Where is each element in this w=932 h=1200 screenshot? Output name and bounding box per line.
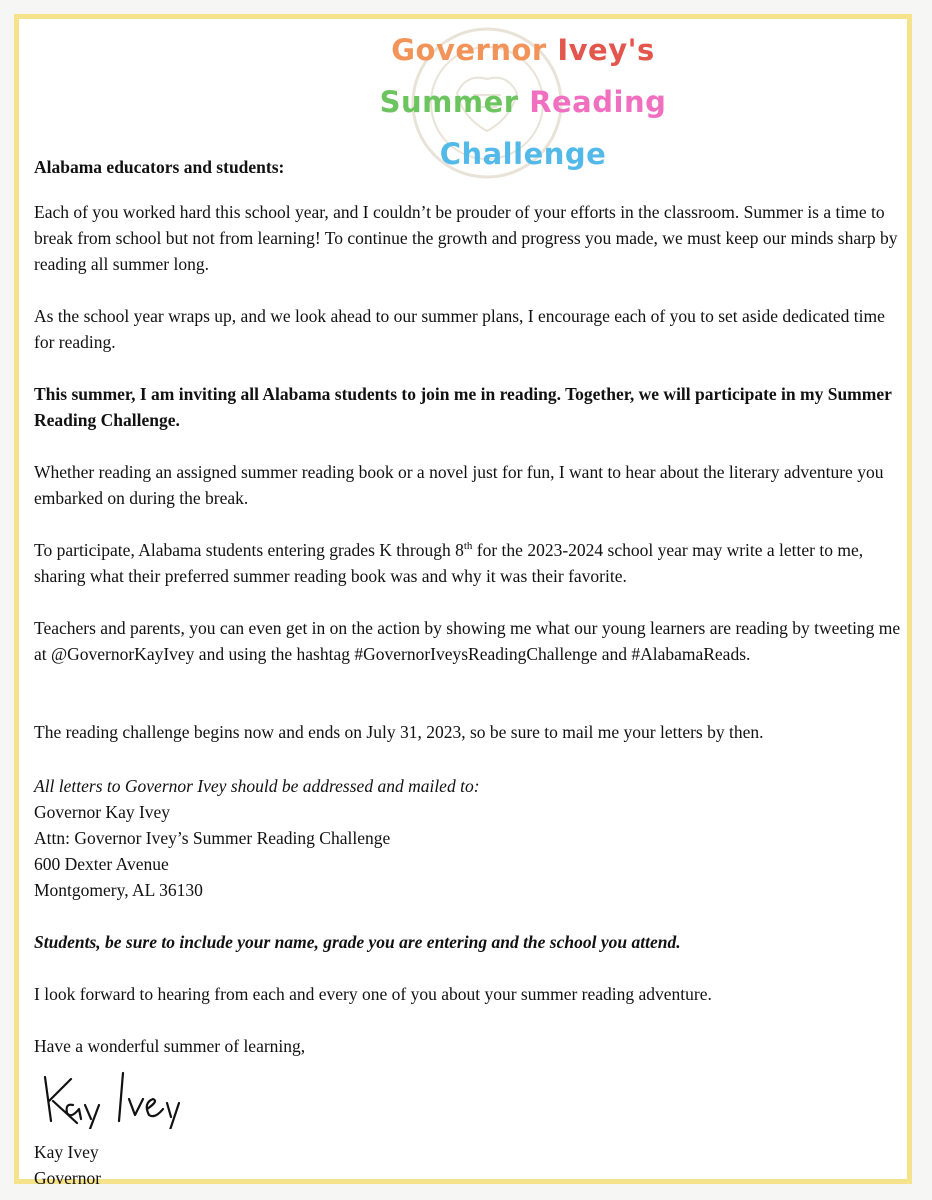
title-word-governor: Governor (391, 33, 547, 67)
signer-name: Kay Ivey (34, 1142, 99, 1162)
closing: Have a wonderful summer of learning, (34, 1036, 306, 1056)
address-line-1: Governor Kay Ivey (34, 802, 171, 822)
title-word-iveys: Ivey's (557, 33, 655, 67)
signature (37, 1049, 197, 1129)
paragraph-8: I look forward to hearing from each and every one of you about your summer reading adventure. (34, 984, 712, 1004)
signer-title: Governor (34, 1168, 102, 1188)
letter-page (14, 14, 912, 1188)
salutation: Alabama educators and students: (34, 157, 285, 177)
paragraph-7: The reading challenge begins now and ends on July 31, 2023, so be sure to mail me your letters by then. (34, 722, 764, 742)
paragraph-6: Teachers and parents, you can even get in on the action by showing me what our young learners are reading by tweeting me at @GovernorKayIvey and using the hashtag #GovernorIveysReadingChallenge and #AlabamaReads. (34, 618, 901, 664)
address-line-4: Montgomery, AL 36130 (34, 880, 203, 900)
paragraph-3: This summer, I am inviting all Alabama students to join me in reading. Together, we will participate in my Summer Reading Challenge. (34, 384, 892, 430)
title-word-challenge: Challenge (439, 137, 607, 171)
paragraph-2: As the school year wraps up, and we look ahead to our summer plans, I encourage each of you to set aside dedicated time for reading. (34, 306, 885, 352)
title-line-2 (79, 85, 932, 119)
paragraph-5-part-b: for the 2023-2024 school year may write a letter to me, sharing what their preferred summer reading book was and why it was their favorite. (34, 540, 864, 586)
title-word-summer: Summer (379, 85, 519, 119)
title-word-reading: Reading (529, 85, 667, 119)
paragraph-5 (34, 537, 909, 589)
paragraph-1: Each of you worked hard this school year, and I couldn’t be prouder of your efforts in the classroom. Summer is a time to break from school but not from learning! To continue the growth and progress you made, we must keep our minds sharp by reading all summer long. (34, 202, 898, 274)
student-note: Students, be sure to include your name, grade you are entering and the school you attend. (34, 932, 681, 952)
paragraph-5-part-a: To participate, Alabama students entering grades K through 8 (34, 540, 464, 560)
ordinal-suffix: th (463, 540, 473, 553)
title-line-1 (79, 33, 932, 67)
address-line-3: 600 Dexter Avenue (34, 854, 169, 874)
paragraph-4: Whether reading an assigned summer reading book or a novel just for fun, I want to hear about the literary adventure you embarked on during the break. (34, 462, 884, 508)
address-line-2: Attn: Governor Ivey’s Summer Reading Challenge (34, 828, 391, 848)
address-intro: All letters to Governor Ivey should be addressed and mailed to: (34, 776, 480, 796)
